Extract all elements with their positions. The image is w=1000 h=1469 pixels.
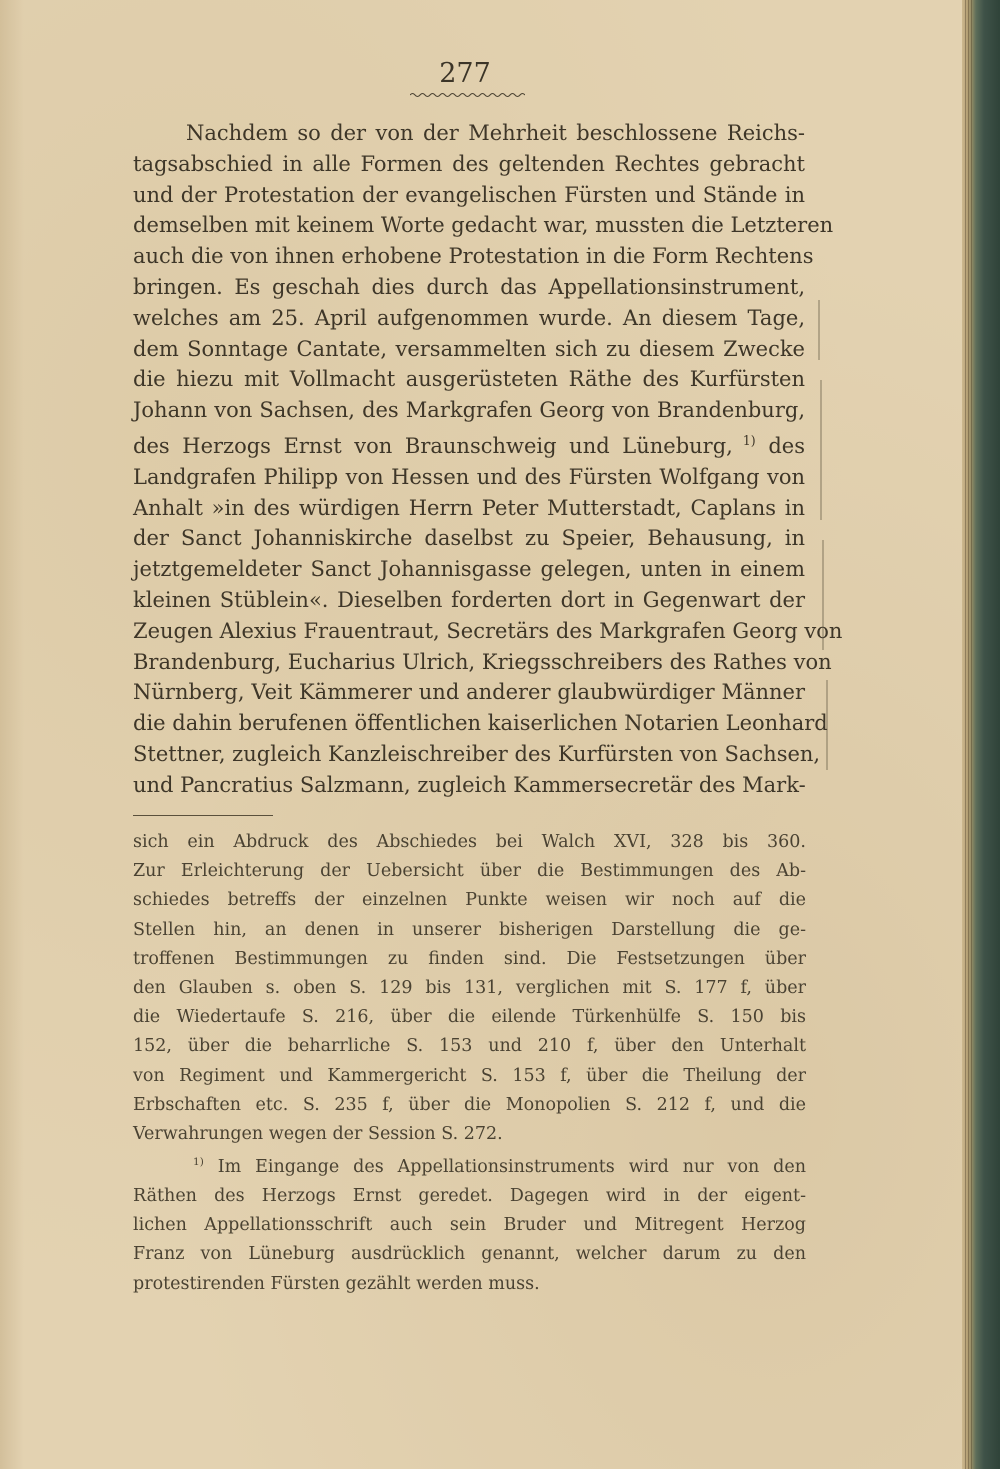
footnote-line: $^{1)}$ Im Eingange des Appellationsinstruments wird nur von den	[193, 1156, 806, 1177]
text-line: Landgrafen Philipp von Hessen und des Fürsten Wolfgang von	[133, 464, 805, 489]
footnote-line: von Regiment und Kammergericht S. 153 f, über die Theilung der	[133, 1065, 806, 1086]
text-line: Brandenburg, Eucharius Ulrich, Kriegsschreibers des Rathes von	[133, 649, 832, 674]
text-segment: des Herzogs Ernst von Braunschweig und Lüneburg,	[133, 433, 733, 458]
text-line: welches am 25. April aufgenommen wurde. An diesem Tage,	[133, 305, 805, 330]
text-line-with-footnote-ref	[133, 426, 805, 462]
footnote-line: schiedes betreffs der einzelnen Punkte weisen wir noch auf die	[133, 890, 806, 911]
footnote-line: protestirenden Fürsten gezählt werden muss.	[133, 1273, 540, 1294]
text-line: bringen. Es geschah dies durch das Appellationsinstrument,	[133, 274, 805, 299]
footnote-line: Stellen hin, an denen in unserer bisherigen Darstellung die ge-	[133, 919, 806, 940]
margin-pencil-mark	[826, 680, 828, 770]
text-line: Nürnberg, Veit Kämmerer und anderer glaubwürdiger Männer	[133, 680, 805, 705]
text-line: und der Protestation der evangelischen Fürsten und Stände in	[133, 182, 805, 207]
footnote-line: den Glauben s. oben S. 129 bis 131, verglichen mit S. 177 f, über	[133, 978, 806, 999]
margin-pencil-mark	[818, 300, 820, 360]
footnote-line: Zur Erleichterung der Uebersicht über die Bestimmungen des Ab-	[133, 861, 806, 882]
text-line: Anhalt »in des würdigen Herrn Peter Mutterstadt, Caplans in	[133, 495, 805, 520]
footnote-line: Franz von Lüneburg ausdrücklich genannt, welcher darum zu den	[133, 1244, 806, 1265]
text-line: Johann von Sachsen, des Markgrafen Georg von Brandenburg,	[133, 398, 805, 423]
text-line: Nachdem so der von der Mehrheit beschlossene Reichs-	[186, 121, 805, 145]
margin-pencil-mark	[822, 540, 824, 650]
footnote-line: troffenen Bestimmungen zu finden sind. Die Festsetzungen über	[133, 948, 806, 969]
footnote-marker: 1)	[193, 1156, 204, 1168]
margin-pencil-mark	[820, 380, 822, 520]
text-line: die hiezu mit Vollmacht ausgerüsteten Räthe des Kurfürsten	[133, 367, 805, 392]
text-line: dem Sonntage Cantate, versammelten sich zu diesem Zwecke	[133, 336, 805, 361]
footnote-line: Erbschaften etc. S. 235 f, über die Monopolien S. 212 f, und die	[133, 1094, 806, 1115]
text-line: der Sanct Johanniskirche daselbst zu Speier, Behausung, in	[133, 526, 805, 551]
text-line: auch die von ihnen erhobene Protestation in die Form Rechtens	[133, 244, 814, 269]
text-line: demselben mit keinem Worte gedacht war, mussten die Letzteren	[133, 213, 834, 238]
main-text	[133, 118, 843, 801]
book-binding-edge	[962, 0, 1000, 1469]
footnote-line: Verwahrungen wegen der Session S. 272.	[133, 1124, 503, 1145]
text-line: jetztgemeldeter Sanct Johannisgasse gelegen, unten in einem	[133, 557, 805, 582]
footnote-line: die Wiedertaufe S. 216, über die eilende Türkenhülfe S. 150 bis	[133, 1007, 806, 1028]
text-segment: des	[768, 433, 805, 458]
footnote-reference: 1)	[742, 432, 756, 448]
text-line: Zeugen Alexius Frauentraut, Secretärs des Markgrafen Georg von	[133, 618, 843, 643]
page-number-ornament-rule	[410, 92, 525, 98]
text-line: die dahin berufenen öffentlichen kaiserlichen Notarien Leonhard	[133, 711, 828, 736]
footnote-continued	[133, 828, 806, 1149]
footnote-line: 152, über die beharrliche S. 153 und 210 f, über den Unterhalt	[133, 1036, 806, 1057]
text-line: tagsabschied in alle Formen des geltenden Rechtes gebracht	[133, 151, 805, 176]
text-line: kleinen Stüblein«. Dieselben forderten dort in Gegenwart der	[133, 587, 805, 612]
page-number: 277	[439, 58, 491, 89]
footnote-separator	[133, 815, 273, 816]
text-line: und Pancratius Salzmann, zugleich Kammersecretär des Mark-	[133, 772, 806, 797]
footnote-1	[133, 1148, 806, 1299]
footnote-line: lichen Appellationsschrift auch sein Bruder und Mitregent Herzog	[133, 1215, 806, 1236]
footnote-line: Räthen des Herzogs Ernst geredet. Dagegen wird in der eigent-	[133, 1186, 806, 1207]
footnote-line: sich ein Abdruck des Abschiedes bei Walch XVI, 328 bis 360.	[133, 832, 806, 852]
text-line: Stettner, zugleich Kanzleischreiber des Kurfürsten von Sachsen,	[133, 741, 821, 766]
